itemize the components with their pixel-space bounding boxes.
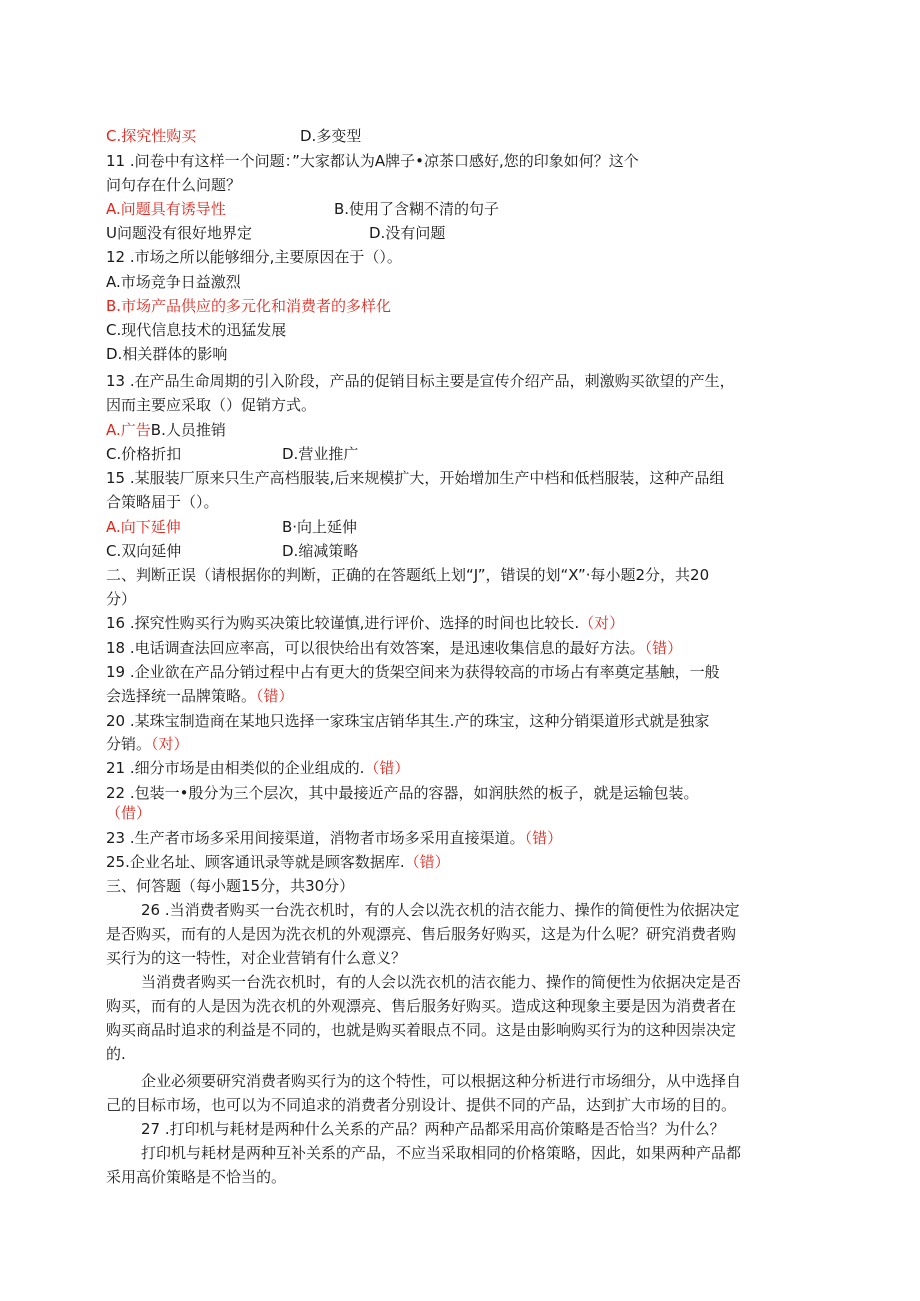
- body-text: B.使用了含糊不清的句子: [334, 200, 500, 218]
- body-text: 15 .某服装厂原来只生产高档服装,后来规模扩大，开始增加生产中档和低档服装，这种产品组: [106, 469, 725, 487]
- body-text: 13 .在产品生命周期的引入阶段，产品的促销目标主要是宣传介绍产品，刺激购买欲望的产生，: [106, 372, 735, 390]
- text-line: [106, 395, 316, 415]
- body-text: C.现代信息技术的迅猛发展: [106, 321, 287, 339]
- answer-text: A.问题具有诱导性: [106, 200, 226, 218]
- text-line: [106, 734, 189, 754]
- body-text: 问句存在什么问题？: [106, 176, 242, 194]
- answer-text: A.向下延伸: [106, 518, 181, 536]
- text-line: [106, 711, 709, 731]
- text-line: [141, 1143, 741, 1163]
- body-text: D.营业推广: [282, 445, 359, 463]
- body-text: 12 .市场之所以能够细分,主要原因在于（）。: [106, 248, 402, 266]
- body-text: 16 .探究性购买行为购买决策比较谨慎,进行评价、选择的时间也比较长.: [106, 614, 580, 632]
- body-text: 会选择统一品牌策略。: [106, 687, 257, 705]
- text-line: [106, 344, 227, 364]
- text-line: [106, 1095, 736, 1115]
- text-line: [106, 565, 709, 585]
- text-line: [106, 444, 359, 464]
- body-text: 11 .问卷中有这样一个问题：”大家都认为A牌子•凉茶口感好,您的印象如何？这个: [106, 152, 639, 170]
- text-line: [106, 272, 241, 292]
- body-text: 合策略届于（）。: [106, 493, 219, 511]
- body-text: 的.: [106, 1045, 126, 1063]
- body-text: 购买，而有的人是因为洗衣机的外观漂亮、售后服务好购买。造成这种现象主要是因为消费者在: [106, 997, 737, 1015]
- body-text: D.没有问题: [369, 224, 446, 242]
- answer-text: （错）: [364, 759, 410, 777]
- body-text: 27 .打印机与耗材是两种什么关系的产品？两种产品都采用高价策略是否恰当？为什么？: [141, 1120, 725, 1138]
- text-line: [106, 638, 682, 658]
- body-text: 企业必须要研究消费者购买行为的这个特性，可以根据这种分析进行市场细分，从中选择自: [141, 1072, 742, 1090]
- body-text: 分销。: [106, 735, 152, 753]
- text-line: [106, 296, 391, 316]
- answer-text: （对）: [151, 735, 189, 753]
- body-text: 三、何答题（每小题15分，共30分）: [106, 877, 355, 895]
- body-text: 19 .企业欲在产品分销过程中占有更大的货架空间来为获得较高的市场占有率奠定基触，一般: [106, 663, 720, 681]
- body-text: C.价格折扣: [106, 445, 182, 463]
- text-line: [106, 468, 724, 488]
- text-line: [106, 589, 136, 609]
- text-line: [106, 1044, 126, 1064]
- text-line: [141, 1071, 741, 1091]
- body-text: 26 .当消费者购买一台洗衣机时，有的人会以洗衣机的洁衣能力、操作的简便性为依据决定: [141, 901, 740, 919]
- text-line: [106, 662, 720, 682]
- text-line: [106, 924, 736, 944]
- body-text: 分）: [106, 590, 137, 608]
- body-text: D.多变型: [300, 127, 362, 145]
- text-line: [141, 1119, 725, 1139]
- text-line: [106, 852, 450, 872]
- answer-text: （错）: [256, 687, 294, 705]
- body-text: C.双向延伸: [106, 542, 182, 560]
- body-text: 购买商品时追求的利益是不同的，也就是购买着眼点不同。这是由影响购买行为的这种因崇决定: [106, 1021, 737, 1039]
- body-text: B·向上延伸: [282, 518, 358, 536]
- answer-text: （借）: [106, 804, 152, 822]
- body-text: 25.企业名址、顾客通讯录等就是顾客数据库.: [106, 853, 405, 871]
- text-line: [106, 948, 406, 968]
- body-text: D.相关群体的影响: [106, 345, 228, 363]
- body-text: B.人员推销: [150, 421, 226, 439]
- body-text: 21 .细分市场是由相类似的企业组成的.: [106, 759, 365, 777]
- answer-text: （对）: [579, 614, 625, 632]
- body-text: 二、判断正误（请根据你的判断，正确的在答题纸上划“J”，错误的划“X”·每小题2分，共20: [106, 566, 710, 584]
- text-line: [106, 613, 624, 633]
- body-text: 18 .电话调查法回应率高，可以很快给出有效答案，是迅速收集信息的最好方法。: [106, 639, 645, 657]
- text-line: [106, 541, 359, 561]
- answer-text: C.探究性购买: [106, 127, 197, 145]
- text-line: [106, 828, 562, 848]
- body-text: 采用高价策略是不恰当的。: [106, 1168, 287, 1186]
- text-line: [106, 758, 409, 778]
- text-line: [106, 199, 500, 219]
- body-text: 打印机与耗材是两种互补关系的产品，不应当采取相同的价格策略，因此，如果两种产品都: [141, 1144, 742, 1162]
- answer-text: （错）: [404, 853, 450, 871]
- text-line: [106, 371, 735, 391]
- text-line: [106, 876, 354, 896]
- body-text: 己的目标市场，也可以为不同追求的消费者分别设计、提供不同的产品，达到扩大市场的目的。: [106, 1096, 737, 1114]
- text-line: [141, 900, 740, 920]
- text-line: [106, 320, 286, 340]
- text-line: [106, 1020, 736, 1040]
- body-text: D.缩减策略: [282, 542, 359, 560]
- body-text: 20 .某珠宝制造商在某地只选择一家珠宝店销华其生.产的珠宝，这种分销渠道形式就是独家: [106, 712, 710, 730]
- text-line: [106, 686, 294, 706]
- answer-text: A.广告: [106, 421, 151, 439]
- text-line: [106, 1167, 286, 1187]
- text-line: [106, 803, 151, 823]
- text-line: [106, 492, 219, 512]
- body-text: 当消费者购买一台洗衣机时，有的人会以洗衣机的洁衣能力、操作的简便性为依据决定是否: [141, 973, 742, 991]
- answer-text: （错）: [644, 639, 683, 657]
- text-line: [106, 783, 698, 803]
- body-text: 是否购买，而有的人是因为洗衣机的外观漂亮、售后服务好购买，这是为什么呢？研究消费者购: [106, 925, 737, 943]
- answer-text: B.市场产品供应的多元化和消费者的多样化: [106, 297, 392, 315]
- text-line: [106, 223, 446, 243]
- body-text: 23 .生产者市场多采用间接渠道，消物者市场多采用直接渠道。: [106, 829, 525, 847]
- body-text: A.市场竞争日益激烈: [106, 273, 241, 291]
- body-text: 买行为的这一特性，对企业营销有什么意义？: [106, 949, 407, 967]
- text-line: [106, 151, 639, 171]
- text-line: [106, 517, 358, 537]
- body-text: U问题没有很好地界定: [106, 224, 252, 242]
- text-line: [106, 420, 226, 440]
- text-line: [141, 972, 741, 992]
- text-line: [106, 996, 736, 1016]
- text-line: [106, 126, 362, 146]
- text-line: [106, 175, 241, 195]
- text-line: [106, 247, 402, 267]
- body-text: 因而主要应采取（）促销方式。: [106, 396, 317, 414]
- body-text: 22 .包装一•殷分为三个层次，其中最接近产品的容器，如润肤然的板子，就是运输包装。: [106, 784, 699, 802]
- answer-text: （错）: [524, 829, 563, 847]
